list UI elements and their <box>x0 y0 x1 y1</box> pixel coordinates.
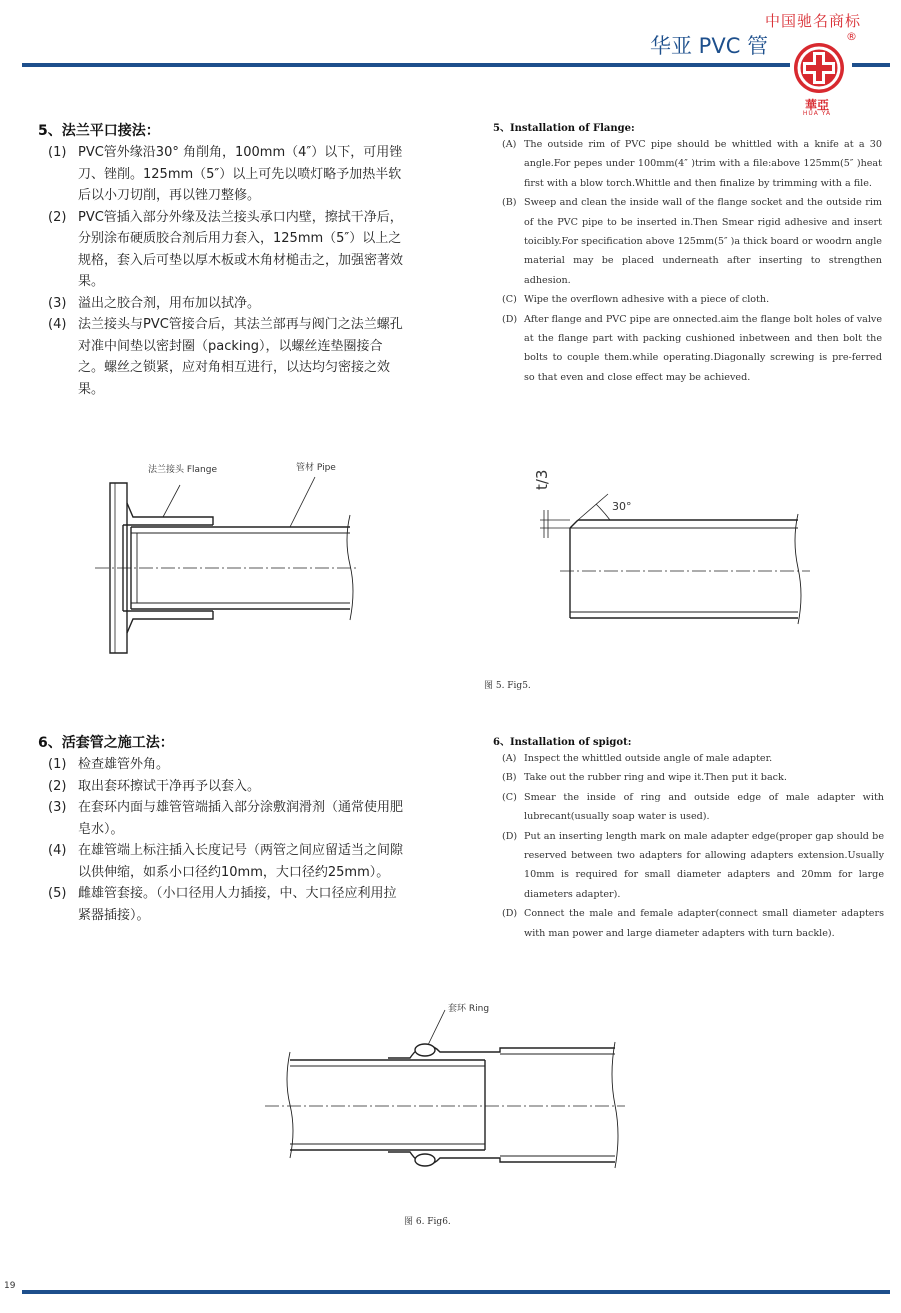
list-item: (D) Connect the male and female adapter(connect small diameter adapters with man power and large diameter adapters with turn backle). <box>502 908 884 939</box>
header-rule <box>22 63 790 67</box>
list-item: (3) 在套环内面与雄管管端插入部分涂敷润滑剂（通常使用肥皂水）。 <box>48 800 404 837</box>
fig5-t3-label: t/3 <box>533 469 551 490</box>
fig6-ring-label: 套环 Ring <box>448 1004 490 1014</box>
logo-text-en: HUA YA <box>802 110 832 117</box>
fig5-caption: 图 5. Fig5. <box>484 681 531 691</box>
brand-tagline: 中国驰名商标 <box>764 12 861 30</box>
brand-title: 华亚 PVC 管 <box>650 34 769 58</box>
fig6-caption: 图 6. Fig6. <box>404 1217 451 1227</box>
list-item: (2) 取出套环擦试干净再予以套入。 <box>48 778 261 794</box>
section5-cn-list <box>48 142 408 400</box>
list-item: (4) 法兰接头与PVC管接合后，其法兰部再与阀门之法兰螺孔对准中间垫以密封圈（packing），以螺丝连垫圈接合之。螺丝之锁紧，应对角相互进行，以达均匀密接之效果。 <box>48 317 403 397</box>
list-item: (5) 雌雄管套接。（小口径用人力插接，中、大口径应利用拉紧器插接）。 <box>48 886 397 923</box>
list-item: (1) 检查雄管外角。 <box>48 757 170 772</box>
fig5-flange-diagram <box>95 455 365 685</box>
page-number: 19 <box>4 1281 16 1291</box>
fig6-spigot-diagram <box>260 1000 630 1190</box>
logo-text-cn: 華亞 <box>804 98 829 112</box>
list-item: (D) After flange and PVC pipe are onnected.aim the flange bolt holes of valve at the flange part with packing cushioned inbetween and then bolt the bolts to couple them.while operating.Diagonally screwing is pre-ferred so that even and close effect may be achieved. <box>502 313 882 383</box>
list-item: (A) The outside rim of PVC pipe should be whittled with a knife at a 30 angle.For pepes under 100mm(4″ )trim with a file:above 125mm(5″ )heat first with a blow torch.Whittle and then finalize by trimming with a file. <box>502 139 882 189</box>
fig5-pipe-label: 管材 Pipe <box>296 463 336 473</box>
header-rule-right <box>852 63 890 67</box>
fig5-angle-label: 30° <box>612 500 632 513</box>
list-item: (D) Put an inserting length mark on male adapter edge(proper gap should be reserved between two adapters for allowing adapters extension.Usually 10mm is required for small diameter adapters and 20mm for large diameters adapter). <box>502 830 884 900</box>
section6-cn-title: 6、活套管之施工法： <box>38 735 174 751</box>
footer-rule <box>22 1290 890 1294</box>
list-item: (3) 溢出之胶合剂，用布加以拭净。 <box>48 295 261 311</box>
list-item: (C) Wipe the overflown adhesive with a piece of cloth. <box>502 294 770 306</box>
fig5-chamfer-diagram <box>530 480 820 640</box>
section6-en-list <box>502 749 884 943</box>
registered-mark: ® <box>846 30 857 43</box>
list-item: (1) PVC管外缘沿30° 角削角，100mm（4″）以下，可用锉刀、锉削。125mm（5″）以上可先以喷灯略予加热半软后以小刀切削，再以锉刀整修。 <box>48 145 403 203</box>
list-item: (4) 在雄管端上标注插入长度记号（两管之间应留适当之间隙以供伸缩，如系小口径约10mm，大口径约25mm）。 <box>48 843 404 880</box>
list-item: (B) Take out the rubber ring and wipe it.Then put it back. <box>502 772 787 784</box>
section6-en-title: 6、Installation of spigot: <box>493 737 632 748</box>
list-item: (A) Inspect the whittled outside angle of male adapter. <box>502 753 773 764</box>
list-item: (2) PVC管插入部分外缘及法兰接头承口内壁，擦拭干净后，分别涂布硬质胶合剂后用力套入，125mm（5″）以上之规格，套入后可垫以厚木板或木角材槌击之，加强密著效果。 <box>48 209 404 289</box>
section5-cn-title: 5、法兰平口接法： <box>38 123 160 139</box>
fig5-flange-label: 法兰接头 Flange <box>148 465 218 475</box>
list-item: (C) Smear the inside of ring and outside edge of male adapter with lubrecant(usually soap water is used). <box>502 791 884 823</box>
section5-en-list <box>502 135 882 387</box>
section6-cn-list <box>48 754 408 926</box>
section5-en-title: 5、Installation of Flange: <box>493 123 635 134</box>
huaya-logo-icon <box>792 40 846 96</box>
list-item: (B) Sweep and clean the inside wall of the flange socket and the outside rim of the PVC pipe to be inserted in.Then Smear rigid adhesive and insert toicibly.For specification above 125mm(5″ )a thick board or woodrn angle material may be placed underneath after inserting to strengthen adhesion. <box>502 197 882 286</box>
